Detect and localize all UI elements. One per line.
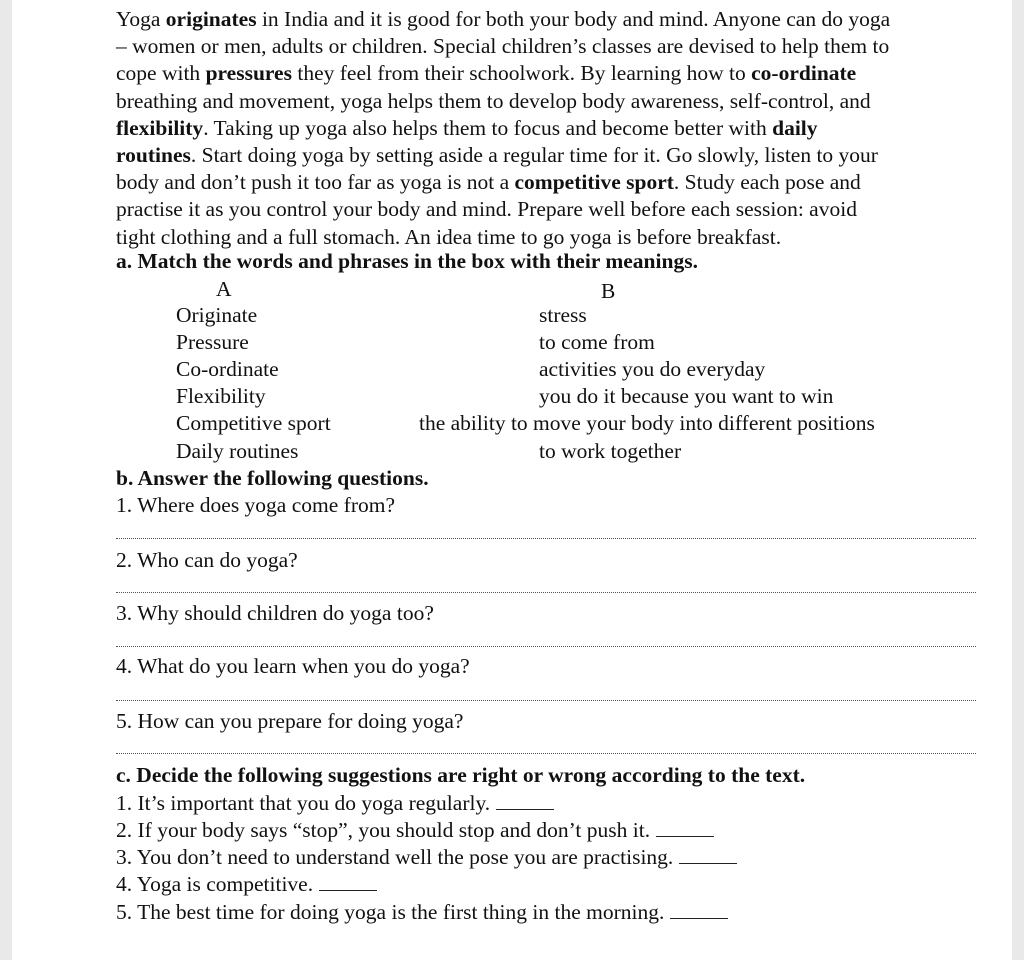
meaning-item: activities you do everyday bbox=[539, 357, 766, 381]
passage-text: body and don’t push it too far as yoga is not a bbox=[116, 170, 515, 195]
answer-line-4 bbox=[116, 700, 976, 701]
term-item: Pressure bbox=[176, 330, 249, 354]
keyword: pressures bbox=[205, 61, 292, 86]
passage-line bbox=[116, 169, 976, 196]
passage-line bbox=[116, 224, 976, 251]
meaning-item: to work together bbox=[539, 439, 682, 463]
keyword: originates bbox=[165, 7, 257, 31]
passage-line bbox=[116, 33, 976, 60]
passage-text: . Taking up yoga also helps them to focus and become better with bbox=[203, 115, 773, 140]
meaning-item: the ability to move your body into different positions bbox=[419, 411, 875, 435]
keyword: routines bbox=[116, 143, 191, 168]
section-a-heading: a. Match the words and phrases in the box with their meanings. bbox=[116, 249, 698, 273]
meaning-item: stress bbox=[539, 303, 587, 327]
answer-line-2 bbox=[116, 592, 976, 593]
term-item: Competitive sport bbox=[176, 411, 331, 435]
question-5: 5. How can you prepare for doing yoga? bbox=[116, 709, 464, 733]
answer-line-1 bbox=[116, 538, 976, 539]
term-item: Co-ordinate bbox=[176, 357, 279, 381]
column-b-header: B bbox=[601, 279, 616, 303]
passage-text: – women or men, adults or children. Special children’s classes are devised to help them to bbox=[116, 34, 890, 59]
meaning-item: you do it because you want to win bbox=[539, 384, 834, 408]
keyword: competitive sport bbox=[514, 170, 674, 195]
term-item: Originate bbox=[176, 303, 258, 327]
keyword: flexibility bbox=[116, 115, 204, 140]
question-3: 3. Why should children do yoga too? bbox=[116, 601, 434, 625]
passage-line bbox=[116, 196, 976, 223]
reading-passage bbox=[116, 6, 976, 251]
section-c-heading: c. Decide the following suggestions are right or wrong according to the text. bbox=[116, 763, 806, 787]
passage-line bbox=[116, 115, 976, 142]
passage-line bbox=[116, 88, 976, 115]
statement-text: 2. If your body says “stop”, you should stop and don’t push it. bbox=[116, 818, 651, 842]
passage-text: . Study each pose and bbox=[673, 170, 861, 195]
keyword: co-ordinate bbox=[751, 61, 857, 86]
term-item: Flexibility bbox=[176, 384, 266, 408]
answer-blank bbox=[670, 918, 728, 919]
passage-text: in India and it is good for both your body and mind. Anyone can do yoga bbox=[256, 7, 891, 31]
term-item: Daily routines bbox=[176, 439, 299, 463]
question-1: 1. Where does yoga come from? bbox=[116, 493, 395, 517]
statement-text: 1. It’s important that you do yoga regularly. bbox=[116, 791, 491, 815]
passage-line bbox=[116, 60, 976, 87]
keyword: daily bbox=[772, 115, 818, 140]
statement-1 bbox=[116, 791, 554, 816]
statement-2 bbox=[116, 818, 714, 843]
passage-line bbox=[116, 142, 976, 169]
answer-line-3 bbox=[116, 646, 976, 647]
passage-text: . Start doing yoga by setting aside a regular time for it. Go slowly, listen to your bbox=[190, 143, 878, 168]
meaning-item: to come from bbox=[539, 330, 655, 354]
answer-blank bbox=[679, 863, 737, 864]
answer-line-5 bbox=[116, 753, 976, 754]
passage-text: breathing and movement, yoga helps them to develop body awareness, self-control, and bbox=[116, 88, 871, 113]
question-4: 4. What do you learn when you do yoga? bbox=[116, 654, 470, 678]
answer-blank bbox=[319, 890, 377, 891]
answer-blank bbox=[656, 836, 714, 837]
column-a-header: A bbox=[216, 277, 232, 301]
statement-5 bbox=[116, 900, 728, 925]
passage-line bbox=[116, 6, 976, 33]
passage-text: Yoga bbox=[116, 7, 166, 31]
section-b-heading: b. Answer the following questions. bbox=[116, 466, 429, 490]
statement-text: 4. Yoga is competitive. bbox=[116, 872, 314, 896]
passage-text: they feel from their schoolwork. By learning how to bbox=[291, 61, 752, 86]
statement-text: 5. The best time for doing yoga is the first thing in the morning. bbox=[116, 900, 665, 924]
passage-text: cope with bbox=[116, 61, 206, 86]
statement-3 bbox=[116, 845, 737, 870]
question-2: 2. Who can do yoga? bbox=[116, 548, 298, 572]
answer-blank bbox=[496, 809, 554, 810]
statement-text: 3. You don’t need to understand well the pose you are practising. bbox=[116, 845, 674, 869]
worksheet-page bbox=[12, 0, 1012, 960]
passage-text: practise it as you control your body and mind. Prepare well before each session: avoid bbox=[116, 197, 857, 222]
passage-text: tight clothing and a full stomach. An idea time to go yoga is before breakfast. bbox=[116, 224, 782, 249]
statement-4 bbox=[116, 872, 377, 897]
